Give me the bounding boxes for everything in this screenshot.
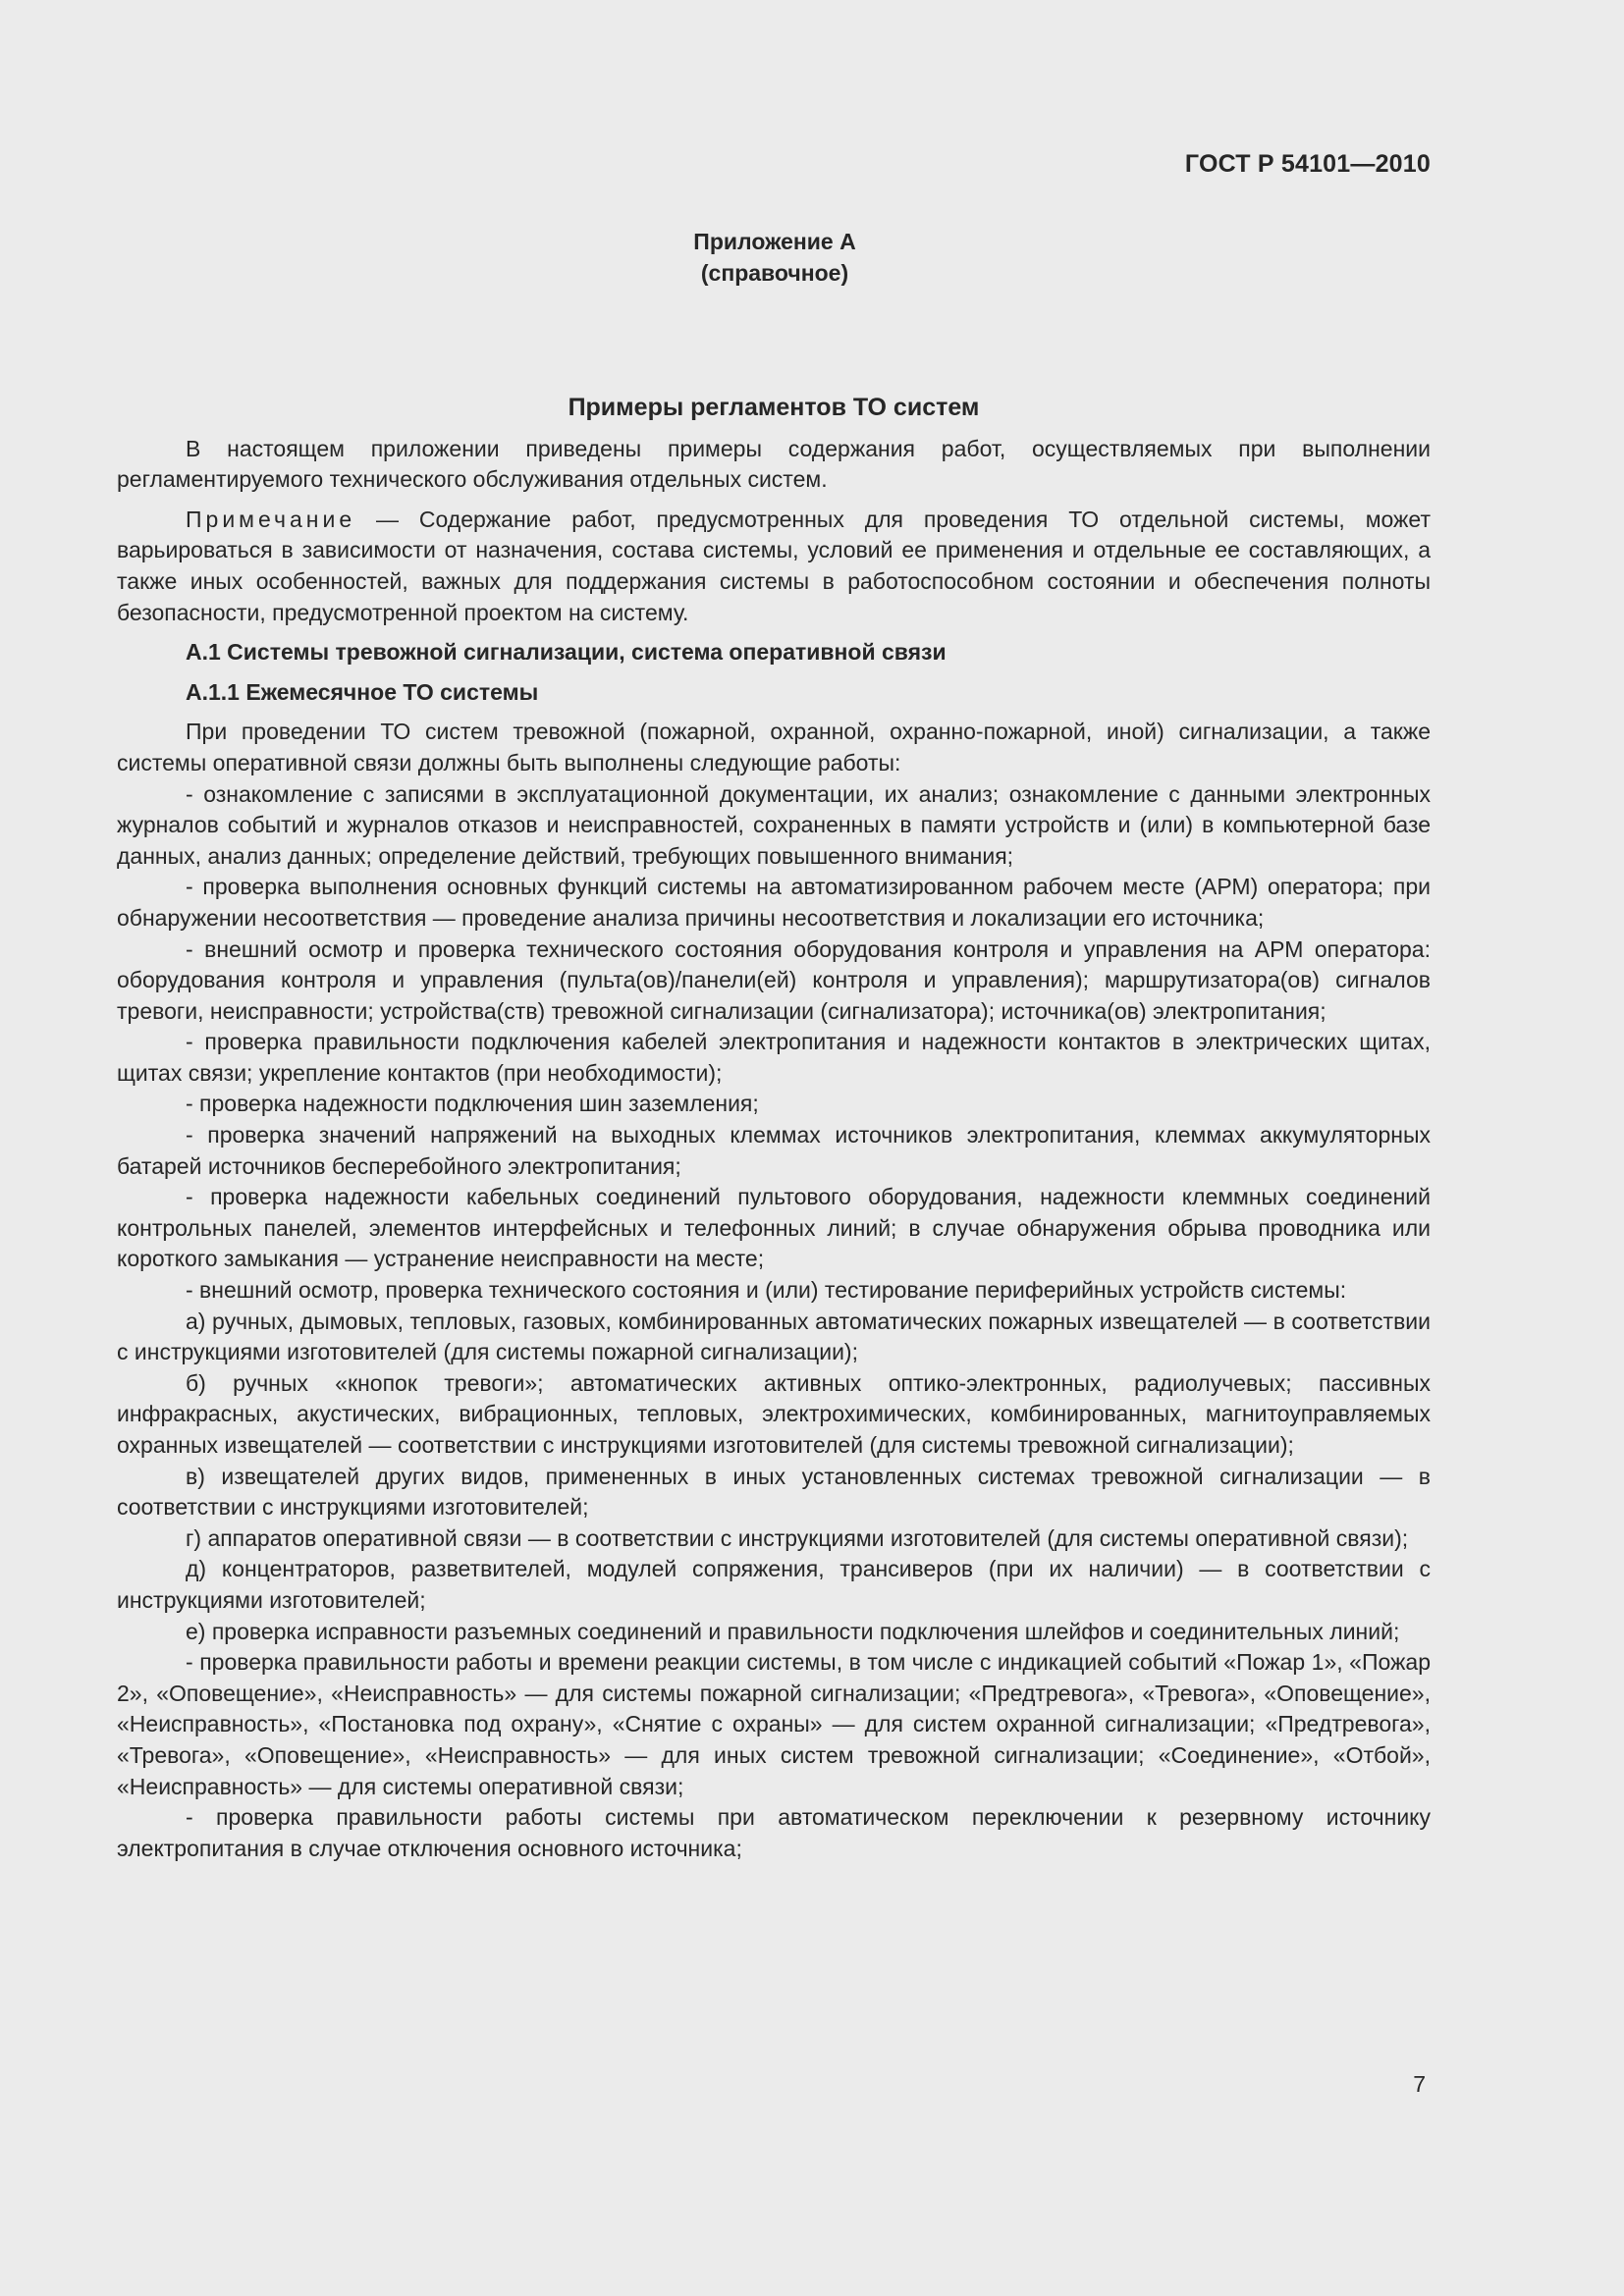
work-subitem: а) ручных, дымовых, тепловых, газовых, комбинированных автоматических пожарных извещателей — в соответствии с инструкциями изготовителей (для системы пожарной сигнализации); — [117, 1308, 1431, 1365]
work-subitem: г) аппаратов оперативной связи — в соответствии с инструкциями изготовителей (для системы оперативной связи); — [186, 1524, 1409, 1551]
works-intro: При проведении ТО систем тревожной (пожарной, охранной, охранно-пожарной, иной) сигнализации, а также системы оперативной связи должны быть выполнены следующие работы: — [117, 719, 1431, 775]
work-item: - ознакомление с записями в эксплуатационной документации, их анализ; ознакомление с данными электронных журналов событий и журналов отказов и неисправностей, сохраненных в памяти устройств и (или) в компьютерной базе данных, анализ данных; определение действий, требующих повышенного внимания; — [117, 780, 1431, 869]
work-item: - внешний осмотр и проверка технического состояния оборудования контроля и управления на АРМ оператора: оборудования контроля и управления (пульта(ов)/панели(ей) контроля и управления); маршрутизатора(ов) сигналов тревоги, неисправности; устройства(ств) тревожной сигнализации (сигнализатора); источника(ов) электропитания; — [117, 935, 1431, 1024]
document-body — [117, 393, 1431, 1864]
work-item: - проверка выполнения основных функций системы на автоматизированном рабочем месте (АРМ) оператора; при обнаружении несоответствия — проведение анализа причины несоответствия и локализации его источника; — [117, 874, 1431, 931]
work-item: - проверка правильности работы системы при автоматическом переключении к резервному источнику электропитания в случае отключения основного источника; — [117, 1804, 1431, 1861]
work-item: - проверка надежности подключения шин заземления; — [186, 1091, 759, 1117]
note-text: — Содержание работ, предусмотренных для проведения ТО отдельной системы, может варьироваться в зависимости от назначения, состава системы, условий ее применения и отдельные ее составляющих, а также иных особенностей, важных для поддержания системы в работоспособном состоянии и обеспечения полноты безопасности, предусмотренной проектом на систему. — [117, 506, 1431, 625]
work-item: - проверка правильности работы и времени реакции системы, в том числе с индикацией событий «Пожар 1», «Пожар 2», «Оповещение», «Неисправность» — для системы пожарной сигнализации; «Предтревога», «Тревога», «Оповещение», «Неисправность», «Постановка под охрану», «Снятие с охраны» — для систем охранной сигнализации; «Предтревога», «Тревога», «Оповещение», «Неисправность» — для иных систем тревожной сигнализации; «Соединение», «Отбой», «Неисправность» — для системы оперативной связи; — [117, 1649, 1431, 1799]
page-number: 7 — [1413, 2071, 1426, 2097]
section-title: Примеры регламентов ТО систем — [568, 394, 980, 421]
work-item: - проверка правильности подключения кабелей электропитания и надежности контактов в электрических щитах, щитах связи; укрепление контактов (при необходимости); — [117, 1029, 1431, 1086]
work-item: - внешний осмотр, проверка технического состояния и (или) тестирование периферийных устройств системы: — [186, 1277, 1347, 1304]
work-subitem: в) извещателей других видов, примененных в иных установленных системах тревожной сигнализации — в соответствии с инструкциями изготовителей; — [117, 1463, 1431, 1521]
section-a11-heading: А.1.1 Ежемесячное ТО системы — [186, 678, 539, 705]
standard-code: ГОСТ Р 54101—2010 — [1184, 150, 1431, 178]
note-paragraph — [117, 505, 1431, 628]
work-item: - проверка значений напряжений на выходных клеммах источников электропитания, клеммах аккумуляторных батарей источников бесперебойного электропитания; — [117, 1122, 1431, 1179]
note-label: Примечание — [186, 506, 356, 532]
work-subitem: д) концентраторов, разветвителей, модулей сопряжения, трансиверов (при их наличии) — в соответствии с инструкциями изготовителей; — [117, 1556, 1431, 1613]
work-subitem: е) проверка исправности разъемных соединений и правильности подключения шлейфов и соединительных линий; — [186, 1618, 1400, 1644]
appendix-label: Приложение А — [693, 229, 856, 254]
appendix-heading — [0, 226, 1549, 289]
work-subitem: б) ручных «кнопок тревоги»; автоматических активных оптико-электронных, радиолучевых; пассивных инфракрасных, акустических, вибрационных, тепловых, электрохимических, комбинированных, магнитоуправляемых охранных извещателей — соответствии с инструкциями изготовителей (для системы тревожной сигнализации); — [117, 1369, 1431, 1458]
section-a1-heading: А.1 Системы тревожной сигнализации, система оперативной связи — [186, 639, 947, 666]
appendix-type: (справочное) — [700, 260, 849, 286]
work-item: - проверка надежности кабельных соединений пультового оборудования, надежности клеммных соединений контрольных панелей, элементов интерфейсных и телефонных линий; в случае обнаружения обрыва проводника или короткого замыкания — устранение неисправности на месте; — [117, 1184, 1431, 1272]
intro-paragraph: В настоящем приложении приведены примеры содержания работ, осуществляемых при выполнении регламентируемого технического обслуживания отдельных систем. — [117, 435, 1431, 493]
